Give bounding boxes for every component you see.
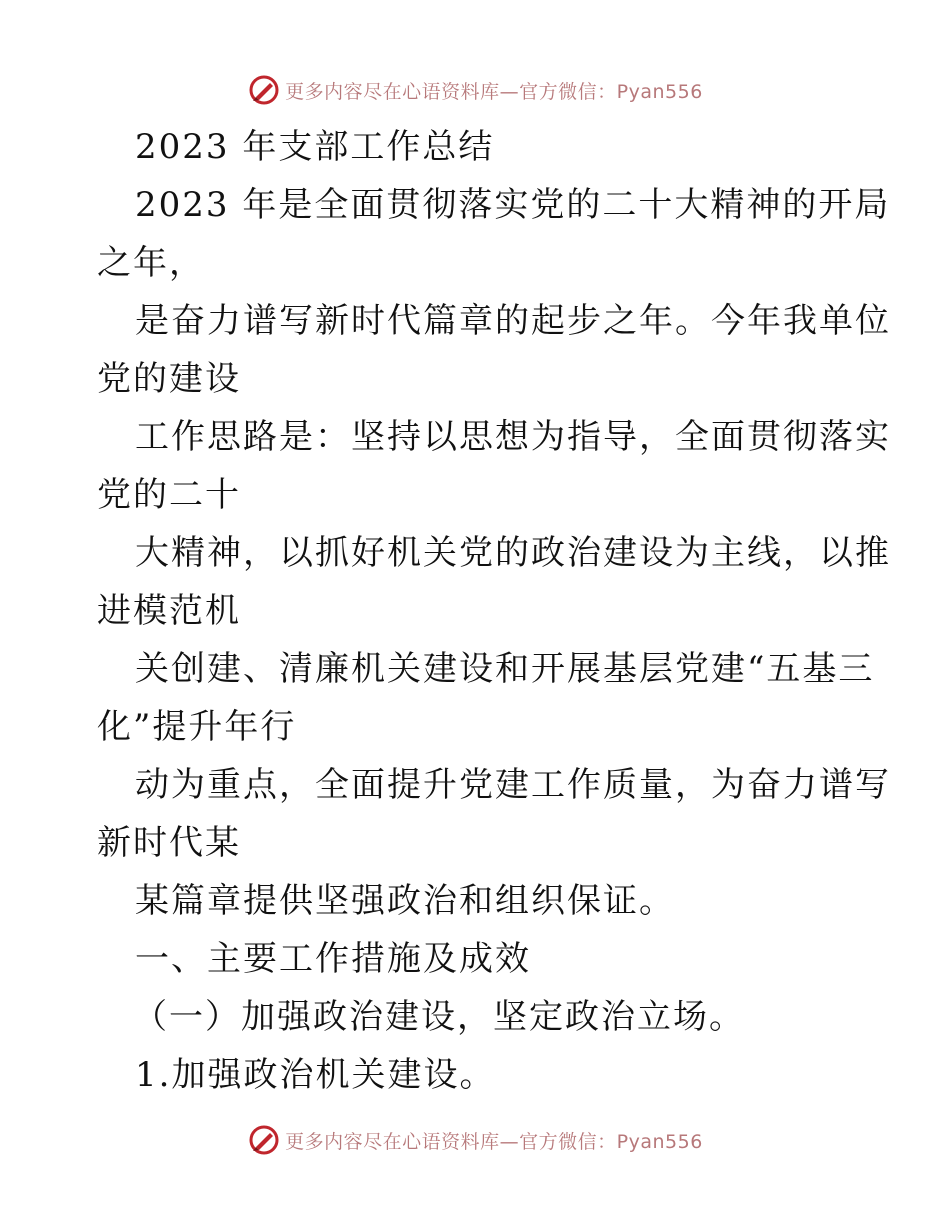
paragraph-line: 化”提升年行 bbox=[97, 707, 297, 747]
paragraph-line: 大精神，以抓好机关党的政治建设为主线，以推 bbox=[135, 533, 891, 573]
paragraph-line: 某篇章提供坚强政治和组织保证。 bbox=[135, 881, 675, 921]
document-body bbox=[97, 118, 891, 1104]
header-banner bbox=[0, 70, 950, 110]
document-title: 2023 年支部工作总结 bbox=[135, 127, 495, 167]
paragraph-line: 党的建设 bbox=[97, 359, 241, 399]
item-heading: 1.加强政治机关建设。 bbox=[135, 1055, 496, 1095]
footer-banner bbox=[0, 1120, 950, 1160]
paragraph-line: 动为重点，全面提升党建工作质量，为奋力谱写 bbox=[135, 765, 891, 805]
paragraph-line: 是奋力谱写新时代篇章的起步之年。今年我单位 bbox=[135, 301, 891, 341]
paragraph-line: 关创建、清廉机关建设和开展基层党建“五基三 bbox=[135, 649, 875, 689]
footer-banner-text: 更多内容尽在心语资料库—官方微信：Pyan556 bbox=[285, 1130, 703, 1153]
paragraph-line: 2023 年是全面贯彻落实党的二十大精神的开局 bbox=[135, 185, 891, 225]
pen-logo-icon bbox=[247, 1123, 281, 1157]
pen-logo-icon bbox=[247, 73, 281, 107]
header-banner-text: 更多内容尽在心语资料库—官方微信：Pyan556 bbox=[285, 80, 703, 103]
section-heading: 一、主要工作措施及成效 bbox=[135, 939, 531, 979]
paragraph-line: 进模范机 bbox=[97, 591, 241, 631]
subsection-heading: （一）加强政治建设，坚定政治立场。 bbox=[133, 997, 745, 1037]
paragraph-line: 之年， bbox=[97, 243, 205, 283]
paragraph-line: 党的二十 bbox=[97, 475, 241, 515]
paragraph-line: 新时代某 bbox=[97, 823, 241, 863]
paragraph-line: 工作思路是：坚持以思想为指导，全面贯彻落实 bbox=[135, 417, 891, 457]
